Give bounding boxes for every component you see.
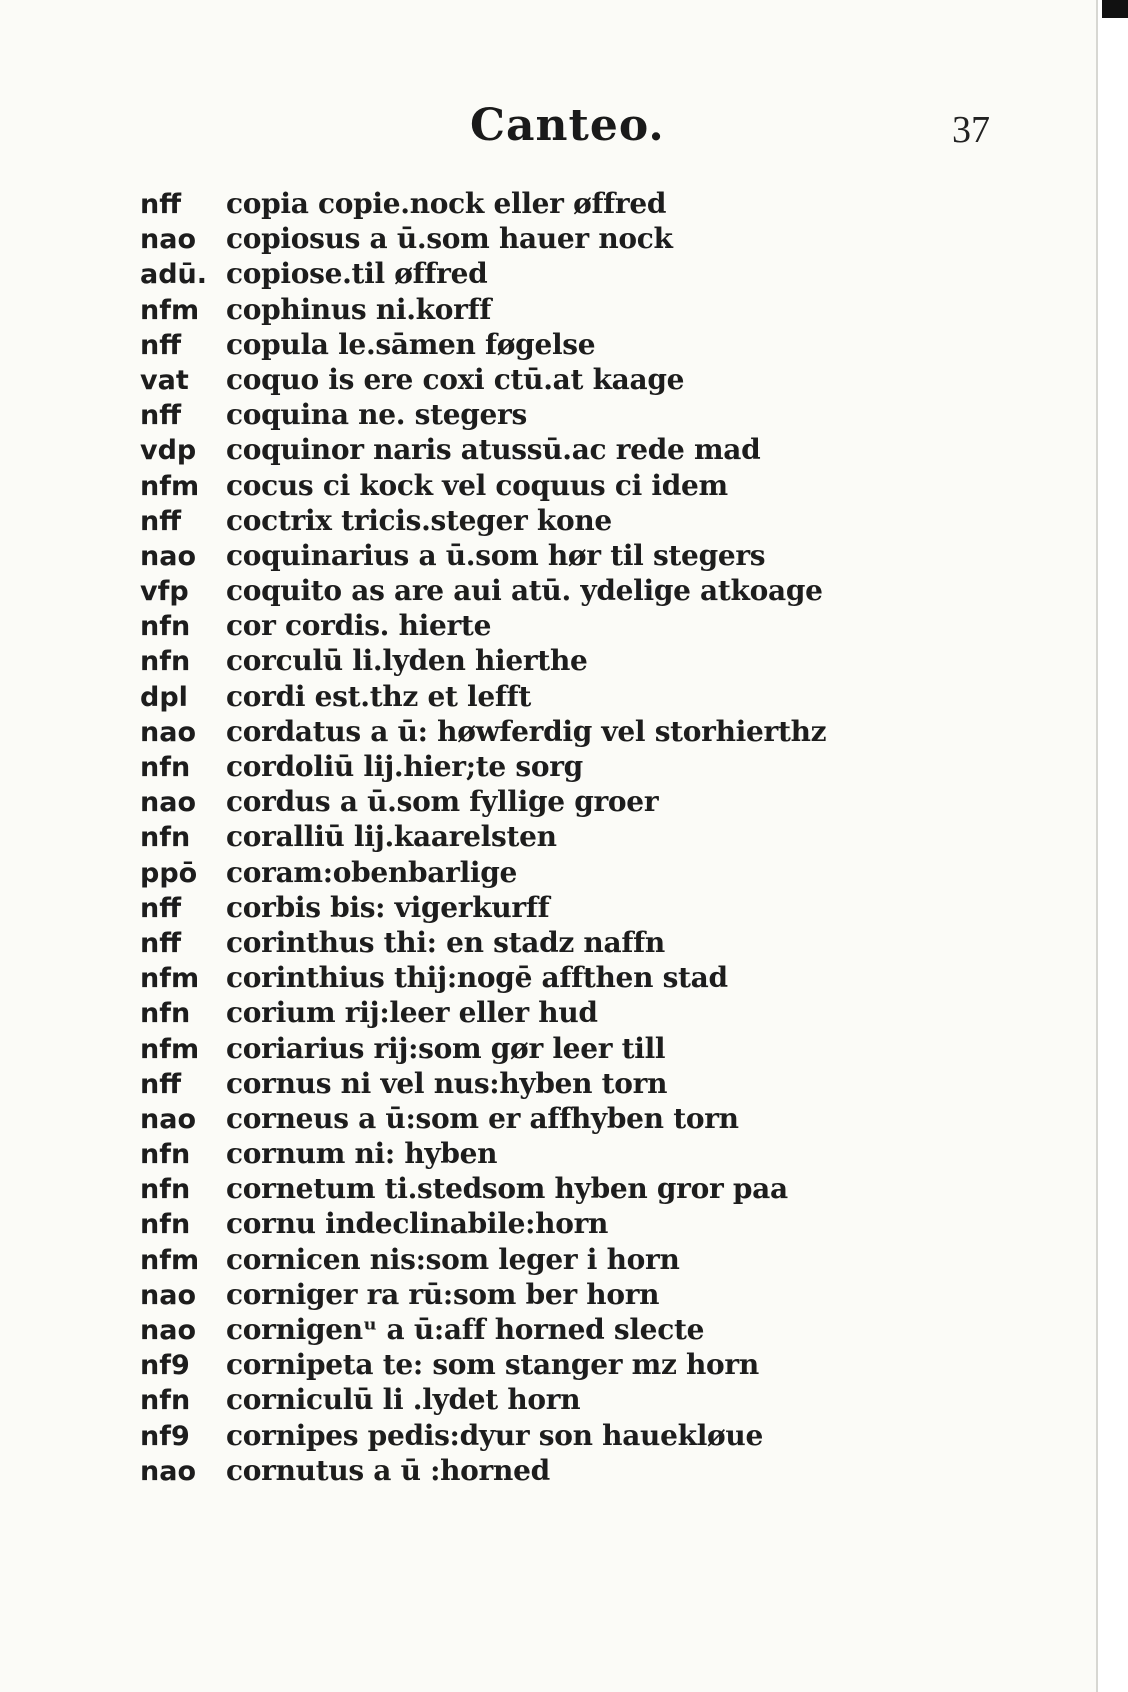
dictionary-entry	[140, 749, 1040, 784]
dictionary-entry	[140, 855, 1040, 890]
dictionary-entry	[140, 292, 1040, 327]
grammar-code: nfn	[140, 1139, 191, 1171]
dictionary-entry	[140, 1242, 1040, 1277]
dictionary-entry	[140, 1277, 1040, 1312]
entry-text: cornum ni: hyben	[226, 1137, 498, 1171]
dictionary-entry	[140, 960, 1040, 995]
entry-text: corniger ra rū:som ber horn	[226, 1277, 660, 1311]
entry-text: cornigenᵘ a ū:aff horned slecte	[226, 1313, 705, 1346]
grammar-code: nfn	[140, 1385, 191, 1417]
dictionary-entry	[140, 468, 1040, 503]
dictionary-entry	[140, 362, 1040, 397]
entry-text: cornus ni vel nus:hyben torn	[226, 1066, 668, 1100]
grammar-code: vfp	[140, 576, 189, 608]
dictionary-entry	[140, 1066, 1040, 1101]
dictionary-entry	[140, 538, 1040, 573]
grammar-code: nao	[140, 1279, 196, 1311]
dictionary-entry	[140, 503, 1040, 538]
grammar-code: nff	[140, 1068, 182, 1100]
dictionary-entry	[140, 714, 1040, 749]
dictionary-entry	[140, 1418, 1040, 1453]
grammar-code: nfm	[140, 1244, 200, 1276]
grammar-code: nfn	[140, 646, 191, 678]
dictionary-entry	[140, 221, 1040, 256]
grammar-code: nff	[140, 189, 182, 220]
grammar-code: ppō	[140, 857, 198, 889]
entry-text: copula le.sāmen føgelse	[226, 327, 596, 361]
grammar-code: nfn	[140, 998, 191, 1030]
grammar-code: nao	[140, 716, 196, 748]
dictionary-entry	[140, 432, 1040, 467]
grammar-code: nfn	[140, 1209, 191, 1241]
dictionary-entry	[140, 890, 1040, 925]
dictionary-entry	[140, 186, 1040, 221]
entry-text: coquinor naris atussū.ac rede mad	[226, 433, 761, 467]
entry-text: coquo is ere coxi ctū.at kaage	[226, 362, 685, 396]
grammar-code: nao	[140, 1455, 196, 1487]
entry-text: cornu indeclinabile:horn	[226, 1207, 609, 1241]
grammar-code: nfn	[140, 611, 191, 643]
grammar-code: nao	[140, 224, 196, 256]
entry-text: coquito as are aui atū. ydelige atkoage	[226, 574, 823, 608]
grammar-code: nao	[140, 1103, 196, 1135]
grammar-code: vat	[140, 364, 189, 396]
dictionary-entry	[140, 925, 1040, 960]
entry-text: cophinus ni.korff	[226, 292, 492, 326]
entry-text: corinthius thij:nogē affthen stad	[226, 961, 728, 995]
dictionary-entry	[140, 1382, 1040, 1417]
grammar-code: nfm	[140, 294, 200, 326]
grammar-code: nff	[140, 329, 182, 361]
dictionary-entry	[140, 573, 1040, 608]
dictionary-entry	[140, 1171, 1040, 1206]
scan-corner-mark	[1102, 0, 1128, 18]
grammar-code: nfn	[140, 822, 191, 854]
dictionary-entry	[140, 327, 1040, 362]
dictionary-entry	[140, 1453, 1040, 1488]
entry-text: copiose.til øffred	[226, 257, 488, 291]
grammar-code: nao	[140, 540, 196, 572]
scan-margin	[1098, 18, 1128, 1692]
dictionary-entry	[140, 643, 1040, 678]
grammar-code: nf9	[140, 1420, 190, 1452]
page-heading: Canteo.	[470, 100, 665, 151]
dictionary-entry	[140, 608, 1040, 643]
entry-text: cordus a ū.som fyllige groer	[226, 785, 659, 819]
grammar-code: nao	[140, 787, 196, 819]
entry-text: cordatus a ū: høwferdig vel storhierthz	[226, 714, 827, 748]
dictionary-entry	[140, 1312, 1040, 1347]
entry-text: cornetum ti.stedsom hyben gror paa	[226, 1172, 788, 1206]
dictionary-entry	[140, 1206, 1040, 1241]
dictionary-entry	[140, 679, 1040, 714]
entry-text: corinthus thi: en stadz naffn	[226, 925, 665, 959]
entry-text: corniculū li .lydet horn	[226, 1383, 581, 1417]
entry-text: coram:obenbarlige	[226, 855, 518, 889]
grammar-code: dpl	[140, 681, 188, 713]
page-number: 37	[952, 109, 990, 151]
entry-text: cornipeta te: som stanger mz horn	[226, 1348, 759, 1382]
grammar-code: nfn	[140, 752, 191, 783]
entry-text: cornicen nis:som leger i horn	[226, 1242, 680, 1276]
dictionary-entry	[140, 819, 1040, 854]
entry-text: corbis bis: vigerkurff	[226, 890, 550, 924]
dictionary-entry	[140, 1136, 1040, 1171]
dictionary-entry	[140, 995, 1040, 1030]
entry-text: copia copie.nock eller øffred	[226, 187, 667, 220]
grammar-code: adū.	[140, 259, 208, 291]
entry-text: cornutus a ū :horned	[226, 1453, 550, 1487]
entry-text: coquinarius a ū.som hør til stegers	[226, 538, 766, 572]
grammar-code: nfn	[140, 1174, 191, 1206]
entry-text: copiosus a ū.som hauer nock	[226, 222, 673, 256]
entry-text: cordi est.thz et lefft	[226, 679, 532, 713]
grammar-code: nff	[140, 892, 182, 924]
grammar-code: nfm	[140, 470, 200, 502]
grammar-code: nfm	[140, 963, 200, 995]
entry-text: corneus a ū:som er affhyben torn	[226, 1101, 739, 1135]
grammar-code: nao	[140, 1315, 196, 1346]
dictionary-entry	[140, 397, 1040, 432]
entry-text: coralliū lij.kaarelsten	[226, 820, 557, 854]
dictionary-entry	[140, 1101, 1040, 1136]
grammar-code: nff	[140, 400, 182, 432]
entry-text: coctrix tricis.steger kone	[226, 503, 612, 537]
grammar-code: nff	[140, 505, 182, 537]
dictionary-entry	[140, 1031, 1040, 1066]
grammar-code: nfm	[140, 1033, 200, 1065]
grammar-code: nf9	[140, 1350, 190, 1382]
entry-text: cordoliū lij.hier;te sorg	[226, 750, 583, 783]
dictionary-entries	[140, 186, 1040, 1488]
dictionary-entry	[140, 1347, 1040, 1382]
entry-text: coriarius rij:som gør leer till	[226, 1031, 666, 1065]
dictionary-entry	[140, 256, 1040, 291]
entry-text: corculū li.lyden hierthe	[226, 644, 588, 678]
entry-text: coquina ne. stegers	[226, 398, 527, 432]
dictionary-entry	[140, 784, 1040, 819]
entry-text: cor cordis. hierte	[226, 609, 492, 643]
entry-text: cocus ci kock vel coquus ci idem	[226, 468, 728, 502]
entry-text: corium rij:leer eller hud	[226, 996, 598, 1030]
grammar-code: vdp	[140, 435, 197, 467]
entry-text: cornipes pedis:dyur son hauekløue	[226, 1418, 763, 1452]
grammar-code: nff	[140, 927, 182, 959]
